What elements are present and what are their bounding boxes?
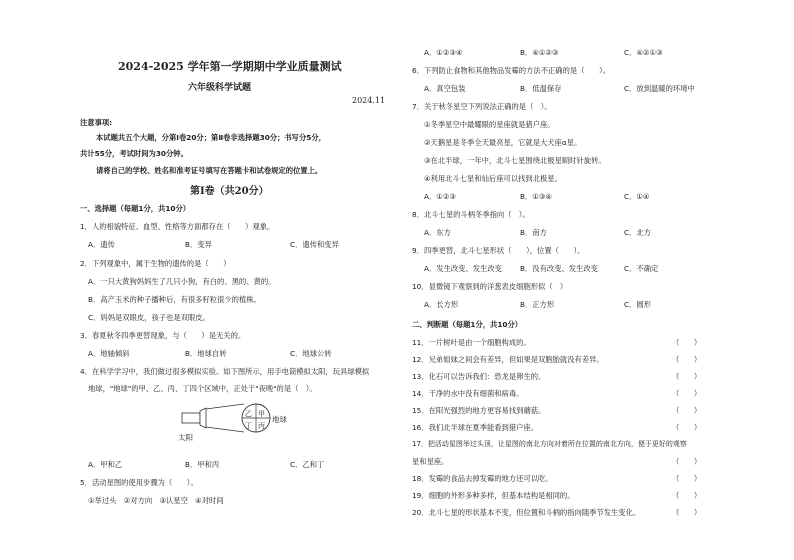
judge-11-answer[interactable]: （ ）	[672, 338, 702, 347]
q6-option-c[interactable]: C．放到温暖的环境中	[624, 84, 695, 93]
q7-statement-4: ④利用北斗七星和仙后座可以找到北极星。	[424, 174, 562, 183]
q5-option-c[interactable]: C．④②①③	[624, 48, 663, 57]
judge-12-text: 12．兄弟姐妹之间会有差异，但如果是双胞胎就没有差异。	[412, 355, 604, 364]
q1-stem: 1．人的相貌特征、血型、性格等方面都存在（ ）观象。	[80, 222, 275, 231]
q10-option-c[interactable]: C．圆形	[624, 300, 651, 309]
q1-option-b[interactable]: B．变异	[185, 240, 212, 249]
label-bing: 丙	[258, 422, 265, 430]
q4-option-c[interactable]: C．乙和丁	[290, 460, 325, 469]
q6-option-b[interactable]: B．低温保存	[520, 84, 562, 93]
judge-19-answer[interactable]: （ ）	[672, 491, 702, 500]
q2-option-c[interactable]: C．妈妈是双眼皮，孩子也是双眼皮。	[88, 313, 210, 322]
label-jia: 甲	[258, 410, 265, 418]
notice-line-2: 共计55分，考试时间为30分钟。	[80, 149, 188, 158]
exam-date: 2024.11	[352, 96, 386, 105]
q4-stem-line-1: 4．在科学学习中，我们做过很多模拟实验。如下图所示，用手电筒模拟太阳，玩具球模拟	[80, 367, 370, 376]
q4-option-b[interactable]: B．甲和丙	[185, 460, 220, 469]
q6-option-a[interactable]: A．真空包装	[424, 84, 466, 93]
q2-stem: 2．下列观象中，属于生物的遗传的是（ ）	[80, 259, 231, 268]
section2-title: 二、判断题（每题1分，共10分）	[412, 320, 523, 329]
label-ding: 丁	[245, 422, 252, 430]
q2-option-a[interactable]: A．一只大黄狗妈妈生了几只小狗，有白的、黑的、黄的。	[88, 277, 276, 286]
judge-18-text: 18．发霉的食品去掉发霉的地方还可以吃。	[412, 474, 553, 483]
q7-option-a[interactable]: A．①②③	[424, 192, 456, 201]
q7-option-b[interactable]: B．①③④	[520, 192, 552, 201]
judge-19-text: 19．细胞的外形多种多样，但基本结构是相同的。	[412, 491, 575, 500]
q3-stem: 3．春夏秋冬四季更替现象，与（ ）是无关的。	[80, 331, 246, 340]
q9-option-a[interactable]: A．发生改变、发生改变	[424, 264, 502, 273]
q8-stem: 8．北斗七星的斗柄冬季指向（ ）。	[412, 210, 530, 219]
q7-statement-3: ③在北半球，一年中，北斗七星围绕北极星顺时针旋转。	[424, 156, 606, 165]
q4-stem-line-2: 地球，"地球"的甲、乙、丙、丁四个区域中，正处于"夜晚"的是（ ）。	[88, 384, 317, 393]
q9-option-c[interactable]: C．不确定	[624, 264, 659, 273]
exam-title: 2024-2025 学年第一学期期中学业质量测试	[118, 60, 342, 73]
q7-option-c[interactable]: C．①④	[624, 192, 650, 201]
part1-heading: 第Ⅰ卷（共20分）	[190, 186, 269, 197]
q9-stem: 9．四季更替，北斗七星形状（ ），位置（ ）。	[412, 246, 585, 255]
label-yi: 乙	[245, 410, 252, 418]
notice-line-3: 请将自己的学校、姓名和准考证号填写在答题卡和试卷规定的位置上。	[96, 166, 323, 175]
judge-11-text: 11．一片树叶是由一个细胞构成的。	[412, 338, 531, 347]
judge-17-answer[interactable]: （ ）	[672, 457, 702, 466]
judge-20-text: 20．北斗七星的形状基本不变，但位置和斗柄的指向随季节发生变化。	[412, 508, 641, 517]
q2-option-b[interactable]: B．高产玉米的种子播种后，有很多籽粒很少的植株。	[88, 295, 261, 304]
q8-option-c[interactable]: C．北方	[624, 228, 651, 237]
judge-13-answer[interactable]: （ ）	[672, 372, 702, 381]
q3-option-b[interactable]: B．地球自转	[185, 349, 227, 358]
q7-statement-2: ②天鹅星是冬季全天最亮星，它就是大犬座α星。	[424, 138, 582, 147]
q6-stem: 6．下列防止食物和其他物品发霉的方法不正确的是（ ）。	[412, 66, 611, 75]
q3-option-a[interactable]: A．地轴倾斜	[88, 349, 130, 358]
notice-line-1: 本试题共五个大题，分第Ⅰ卷20分；第Ⅱ卷非选择题30分；书写分5分，	[96, 133, 326, 142]
q5-stem: 5．活动星图的使用步骤为（ ）。	[80, 478, 198, 487]
q10-option-b[interactable]: B．正方形	[520, 300, 555, 309]
q7-stem: 7．关于秋冬星空下列说法正确的是（ ）。	[412, 102, 552, 111]
judge-17-text: 17．把活动星图举过头顶，让星图的南北方向对着所在位置的南北方向，便于更好的观察	[412, 440, 687, 448]
judge-13-text: 13．化石可以告诉我们：恐龙是卵生的。	[412, 372, 546, 381]
q4-option-a[interactable]: A．甲和乙	[88, 460, 123, 469]
judge-14-answer[interactable]: （ ）	[672, 389, 702, 398]
q7-statement-1: ①冬季星空中最耀眼的星座就是猎户座。	[424, 120, 555, 129]
flashlight-earth-diagram	[176, 398, 306, 446]
q5-steps: ①举过头 ②对方向 ③认星空 ④对时间	[88, 496, 224, 505]
judge-15-text: 15．在阳光强烈的地方更容易找到蘑菇。	[412, 406, 546, 415]
q8-option-b[interactable]: B．南方	[520, 228, 547, 237]
judge-16-text: 16．我们北半球在夏季能看到猎户座。	[412, 423, 539, 432]
label-sun: 太阳	[178, 433, 193, 442]
q10-option-a[interactable]: A．长方形	[424, 300, 459, 309]
judge-20-answer[interactable]: （ ）	[672, 508, 702, 517]
judge-17-text-line-2: 星和星座。	[412, 457, 449, 466]
judge-12-answer[interactable]: （ ）	[672, 355, 702, 364]
judge-18-answer[interactable]: （ ）	[672, 474, 702, 483]
label-earth: 地球	[272, 415, 287, 424]
q1-option-c[interactable]: C．遗传和变异	[290, 240, 339, 249]
judge-15-answer[interactable]: （ ）	[672, 406, 702, 415]
notice-heading: 注意事项:	[80, 118, 113, 127]
exam-subtitle: 六年级科学试题	[188, 83, 252, 93]
q9-option-b[interactable]: B．没有改变、发生改变	[520, 264, 598, 273]
q1-option-a[interactable]: A．遗传	[88, 240, 115, 249]
flashlight-icon	[182, 413, 200, 423]
q8-option-a[interactable]: A．东方	[424, 228, 451, 237]
q3-option-c[interactable]: C．地球公转	[290, 349, 332, 358]
q5-option-b[interactable]: B．④①②③	[520, 48, 559, 57]
section1-title: 一、选择题（每题1分，共10分）	[80, 204, 191, 213]
q10-stem: 10．显微镜下观察到的洋葱表皮细胞形似（ ）	[412, 282, 568, 291]
q5-option-a[interactable]: A．①②③④	[424, 48, 463, 57]
judge-16-answer[interactable]: （ ）	[672, 423, 702, 432]
judge-14-text: 14．干净的水中没有细菌和病毒。	[412, 389, 524, 398]
